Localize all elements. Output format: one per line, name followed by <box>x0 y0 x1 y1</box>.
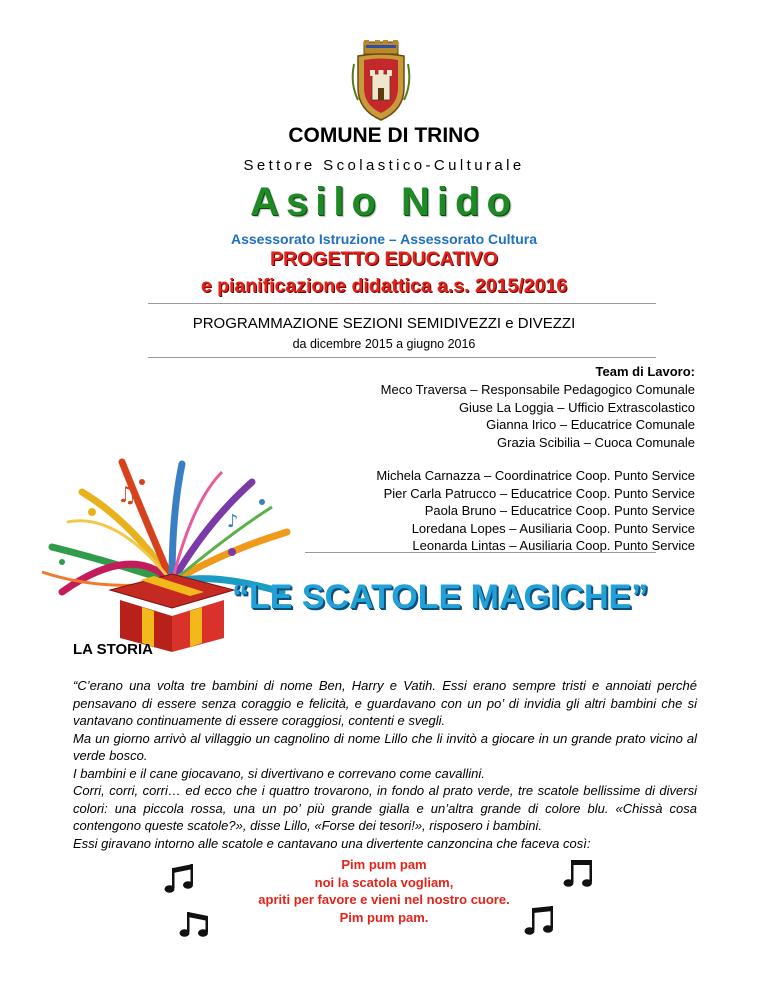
settore-subtitle: Settore Scolastico-Culturale <box>243 157 525 174</box>
svg-text:♫: ♫ <box>117 483 137 508</box>
team-member: Pier Carla Patrucco – Educatrice Coop. Punto Service <box>383 485 695 501</box>
team-member: Gianna Irico – Educatrice Comunale <box>486 417 695 433</box>
storia-text <box>73 677 697 852</box>
song-line: Pim pum pam <box>341 857 427 872</box>
storia-paragraph: Corri, corri, corri… ed ecco che i quattro trovarono, in fondo al prato verde, tre scatole bellissime di diversi colori: una piccola rossa, una un po’ più grande gialla e un’altra grande di colore blu. «Chissà cosa contengono queste scatole?», disse Lillo, «Forse dei tesori!», risposero i bambini. <box>73 783 697 833</box>
programmazione-title: PROGRAMMAZIONE SEZIONI SEMIDIVEZZI e DIVEZZI <box>192 315 576 332</box>
svg-text:♪: ♪ <box>227 511 239 532</box>
gift-box-burst-icon <box>22 452 322 652</box>
song-line: Pim pum pam. <box>339 909 429 925</box>
team-member: Meco Traversa – Responsabile Pedagogico Comunale <box>380 382 695 397</box>
music-note-icon <box>523 904 557 938</box>
music-note-icon <box>178 906 212 940</box>
team-member: Paola Bruno – Educatrice Coop. Punto Service <box>424 503 695 519</box>
team-title: Team di Lavoro: <box>595 364 695 379</box>
asilo-nido-title: Asilo Nido <box>250 180 518 224</box>
comune-title: COMUNE DI TRINO <box>288 124 480 147</box>
team-member: Grazia Scibilia – Cuoca Comunale <box>497 434 695 450</box>
divider <box>148 357 656 358</box>
team-member: Leonarda Lintas – Ausiliaria Coop. Punto Service <box>412 538 695 554</box>
song-line: apriti per favore e vieni nel nostro cuore. <box>258 892 510 907</box>
storia-paragraph: “C’erano una volta tre bambini di nome Ben, Harry e Vatih. Essi erano sempre tristi e annoiati perché pensavano di essere senza coraggio e felicità, e guardavano con un po’ di invidia gli altri bambini che si vantavano continuamente di essere coraggiosi, contenti e svegli. <box>73 678 697 728</box>
divider <box>148 303 656 304</box>
main-title: “LE SCATOLE MAGICHE” <box>232 578 649 616</box>
divider <box>305 552 656 553</box>
team-member: Giuse La Loggia – Ufficio Extrascolastico <box>458 399 695 415</box>
storia-paragraph: Ma un giorno arrivò al villaggio un cagnolino di nome Lillo che li invitò a giocare in un grande prato vicino al verde bosco. <box>73 730 697 763</box>
music-note-icon <box>163 862 197 896</box>
assessorato-line: Assessorato Istruzione – Assessorato Cultura <box>230 231 538 247</box>
team-group-comunale <box>381 381 695 451</box>
programmazione-period: da dicembre 2015 a giugno 2016 <box>292 337 476 351</box>
song-line: noi la scatola vogliam, <box>314 874 454 890</box>
storia-paragraph: I bambini e il cane giocavano, si divertivano e correvano come cavallini. <box>73 765 485 781</box>
song-verses <box>0 856 768 926</box>
team-group-coop <box>376 467 695 555</box>
storia-heading: LA STORIA <box>73 641 154 658</box>
progetto-title-line1: PROGETTO EDUCATIVO <box>270 248 498 270</box>
team-member: Loredana Lopes – Ausiliaria Coop. Punto Service <box>411 520 695 536</box>
storia-paragraph: Essi giravano intorno alle scatole e cantavano una divertente canzoncina che faceva così: <box>73 835 591 851</box>
coat-of-arms-icon <box>350 40 412 122</box>
music-note-icon <box>562 858 596 892</box>
team-member: Michela Carnazza – Coordinatrice Coop. Punto Service <box>376 468 695 483</box>
progetto-title-line2: e pianificazione didattica a.s. 2015/2016 <box>200 275 568 297</box>
